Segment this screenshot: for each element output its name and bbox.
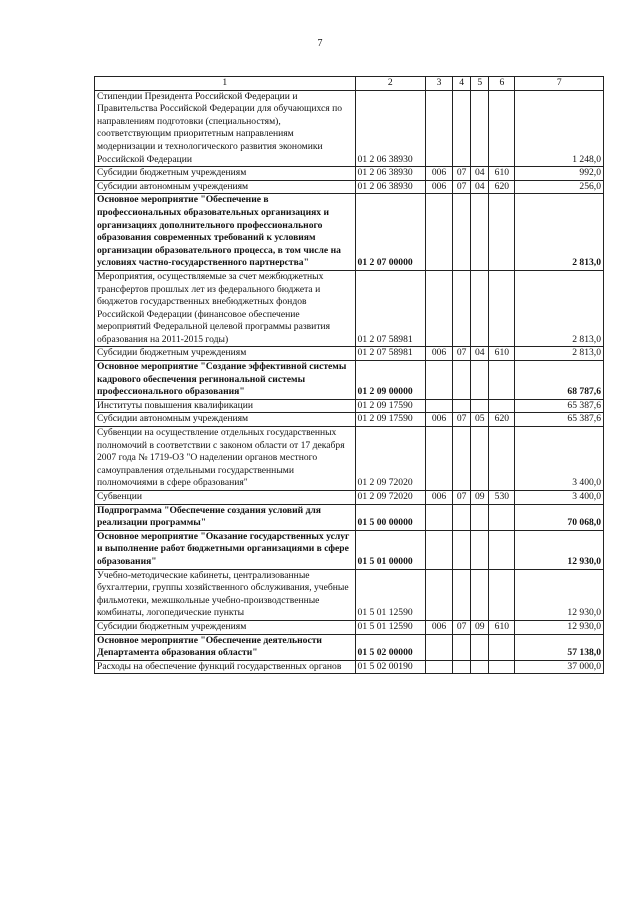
table-row <box>95 413 604 427</box>
row-subsection-cell <box>471 427 489 491</box>
row-code-cell: 01 2 06 38930 <box>355 180 425 194</box>
row-ministry-cell: 006 <box>425 167 452 181</box>
row-name-cell: Субсидии автономным учреждениям <box>95 180 356 194</box>
table-row <box>95 504 604 530</box>
row-section-cell <box>453 569 471 620</box>
row-ministry-cell <box>425 194 452 271</box>
table-row <box>95 427 604 491</box>
row-amount-cell: 3 400,0 <box>515 491 604 505</box>
table-row <box>95 167 604 181</box>
row-section-cell <box>453 634 471 660</box>
table-row <box>95 347 604 361</box>
row-section-cell <box>453 270 471 347</box>
row-ministry-cell <box>425 90 452 167</box>
row-subsection-cell <box>471 361 489 400</box>
table-row <box>95 361 604 400</box>
column-header: 5 <box>471 77 489 91</box>
row-section-cell <box>453 90 471 167</box>
row-name-cell: Субвенции <box>95 491 356 505</box>
row-subsection-cell <box>471 90 489 167</box>
row-name-cell: Расходы на обеспечение функций государственных органов <box>95 660 356 674</box>
row-code-cell: 01 2 09 72020 <box>355 427 425 491</box>
row-subsection-cell <box>471 530 489 569</box>
row-subsection-cell <box>471 270 489 347</box>
row-expense-type-cell <box>489 194 515 271</box>
table-row <box>95 90 604 167</box>
table-row <box>95 270 604 347</box>
row-code-cell: 01 2 07 58981 <box>355 270 425 347</box>
row-ministry-cell <box>425 569 452 620</box>
row-section-cell: 07 <box>453 180 471 194</box>
row-code-cell: 01 5 01 00000 <box>355 530 425 569</box>
row-ministry-cell <box>425 530 452 569</box>
row-name-cell: Основное мероприятие "Оказание государственных услуг и выполнение работ бюджетными организациями в сфере образования" <box>95 530 356 569</box>
row-name-cell: Субвенции на осуществление отдельных государственных полномочий в соответствии с законом области от 17 декабря 2007 года № 1719-ОЗ "О наделении органов местного самоуправления отдельными государственными полномочиями в сфере образования" <box>95 427 356 491</box>
row-name-cell: Институты повышения квалификации <box>95 399 356 413</box>
header-row <box>95 77 604 91</box>
row-code-cell: 01 2 06 38930 <box>355 90 425 167</box>
row-expense-type-cell: 530 <box>489 491 515 505</box>
row-section-cell: 07 <box>453 167 471 181</box>
table-row <box>95 530 604 569</box>
row-section-cell: 07 <box>453 413 471 427</box>
row-name-cell: Субсидии бюджетным учреждениям <box>95 167 356 181</box>
row-name-cell: Основное мероприятие "Обеспечение в профессиональных образовательных организациях и организациях дополнительного профессионального образования современных требований к условиям организации образовательного процесса, в том числе на условиях частно-государственного партнерства" <box>95 194 356 271</box>
row-code-cell: 01 2 09 17590 <box>355 413 425 427</box>
row-amount-cell: 65 387,6 <box>515 399 604 413</box>
row-name-cell: Стипендии Президента Российской Федерации и Правительства Российской Федерации для обучающихся по направлениям подготовки (специальностям), соответствующим приоритетным направлениям модернизации и технологического развития экономики Российской Федерации <box>95 90 356 167</box>
row-section-cell <box>453 530 471 569</box>
row-subsection-cell <box>471 504 489 530</box>
row-subsection-cell <box>471 660 489 674</box>
row-name-cell: Субсидии бюджетным учреждениям <box>95 347 356 361</box>
row-ministry-cell: 006 <box>425 491 452 505</box>
row-name-cell: Основное мероприятие "Создание эффективной системы кадрового обеспечения регинональной системы профессионального образования" <box>95 361 356 400</box>
table-row <box>95 491 604 505</box>
row-amount-cell: 12 930,0 <box>515 620 604 634</box>
row-code-cell: 01 2 09 72020 <box>355 491 425 505</box>
row-amount-cell: 2 813,0 <box>515 194 604 271</box>
column-header: 3 <box>425 77 452 91</box>
row-section-cell <box>453 660 471 674</box>
row-expense-type-cell: 610 <box>489 620 515 634</box>
row-subsection-cell: 05 <box>471 413 489 427</box>
row-subsection-cell: 09 <box>471 620 489 634</box>
row-expense-type-cell <box>489 569 515 620</box>
budget-table <box>94 76 604 674</box>
row-section-cell <box>453 361 471 400</box>
table-row <box>95 180 604 194</box>
row-code-cell: 01 5 02 00000 <box>355 634 425 660</box>
row-section-cell <box>453 427 471 491</box>
row-ministry-cell: 006 <box>425 413 452 427</box>
row-section-cell: 07 <box>453 347 471 361</box>
row-ministry-cell <box>425 504 452 530</box>
row-name-cell: Мероприятия, осуществляемые за счет межбюджетных трансфертов прошлых лет из федерального бюджета и бюджетов государственных внебюджетных фондов Российской Федерации (финансовое обеспечение мероприятий Федеральной целевой программы развития образования на 2011-2015 годы) <box>95 270 356 347</box>
row-code-cell: 01 5 01 12590 <box>355 569 425 620</box>
row-amount-cell: 68 787,6 <box>515 361 604 400</box>
row-expense-type-cell <box>489 634 515 660</box>
column-header: 1 <box>95 77 356 91</box>
row-expense-type-cell: 620 <box>489 413 515 427</box>
row-amount-cell: 57 138,0 <box>515 634 604 660</box>
row-section-cell <box>453 194 471 271</box>
row-ministry-cell <box>425 660 452 674</box>
row-section-cell <box>453 399 471 413</box>
row-section-cell <box>453 504 471 530</box>
row-subsection-cell: 04 <box>471 347 489 361</box>
row-name-cell: Субсидии бюджетным учреждениям <box>95 620 356 634</box>
column-header: 7 <box>515 77 604 91</box>
row-code-cell: 01 2 09 00000 <box>355 361 425 400</box>
row-name-cell: Подпрограмма "Обеспечение создания условий для реализации программы" <box>95 504 356 530</box>
row-amount-cell: 70 068,0 <box>515 504 604 530</box>
row-subsection-cell <box>471 194 489 271</box>
row-subsection-cell <box>471 634 489 660</box>
row-expense-type-cell <box>489 399 515 413</box>
row-subsection-cell: 04 <box>471 167 489 181</box>
row-amount-cell: 992,0 <box>515 167 604 181</box>
table-row <box>95 194 604 271</box>
row-ministry-cell: 006 <box>425 347 452 361</box>
column-header: 6 <box>489 77 515 91</box>
row-code-cell: 01 2 09 17590 <box>355 399 425 413</box>
row-subsection-cell <box>471 399 489 413</box>
row-amount-cell: 2 813,0 <box>515 347 604 361</box>
row-ministry-cell: 006 <box>425 620 452 634</box>
row-ministry-cell <box>425 361 452 400</box>
row-expense-type-cell <box>489 660 515 674</box>
row-ministry-cell <box>425 634 452 660</box>
row-expense-type-cell <box>489 361 515 400</box>
row-expense-type-cell: 620 <box>489 180 515 194</box>
column-header: 2 <box>355 77 425 91</box>
row-name-cell: Учебно-методические кабинеты, централизованные бухгалтерии, группы хозяйственного обслуживания, учебные фильмотеки, межшкольные учебно-производственные комбинаты, логопедические пункты <box>95 569 356 620</box>
row-ministry-cell: 006 <box>425 180 452 194</box>
table-row <box>95 634 604 660</box>
row-amount-cell: 12 930,0 <box>515 530 604 569</box>
row-section-cell: 07 <box>453 620 471 634</box>
row-name-cell: Основное мероприятие "Обеспечение деятельности Департамента образования области" <box>95 634 356 660</box>
table-row <box>95 660 604 674</box>
column-header: 4 <box>453 77 471 91</box>
row-code-cell: 01 2 07 00000 <box>355 194 425 271</box>
table-row <box>95 399 604 413</box>
row-subsection-cell <box>471 569 489 620</box>
row-section-cell: 07 <box>453 491 471 505</box>
row-expense-type-cell <box>489 427 515 491</box>
row-amount-cell: 2 813,0 <box>515 270 604 347</box>
table-row <box>95 620 604 634</box>
row-code-cell: 01 2 07 58981 <box>355 347 425 361</box>
row-ministry-cell <box>425 270 452 347</box>
row-subsection-cell: 09 <box>471 491 489 505</box>
row-expense-type-cell: 610 <box>489 347 515 361</box>
row-expense-type-cell <box>489 270 515 347</box>
row-expense-type-cell: 610 <box>489 167 515 181</box>
row-code-cell: 01 5 01 12590 <box>355 620 425 634</box>
row-ministry-cell <box>425 427 452 491</box>
row-expense-type-cell <box>489 504 515 530</box>
row-subsection-cell: 04 <box>471 180 489 194</box>
row-amount-cell: 256,0 <box>515 180 604 194</box>
table-row <box>95 569 604 620</box>
row-name-cell: Субсидии автономным учреждениям <box>95 413 356 427</box>
row-amount-cell: 65 387,6 <box>515 413 604 427</box>
row-amount-cell: 37 000,0 <box>515 660 604 674</box>
row-code-cell: 01 5 00 00000 <box>355 504 425 530</box>
row-amount-cell: 3 400,0 <box>515 427 604 491</box>
row-ministry-cell <box>425 399 452 413</box>
row-code-cell: 01 2 06 38930 <box>355 167 425 181</box>
row-expense-type-cell <box>489 90 515 167</box>
page-number: 7 <box>317 38 323 49</box>
row-amount-cell: 12 930,0 <box>515 569 604 620</box>
row-amount-cell: 1 248,0 <box>515 90 604 167</box>
table-body <box>95 90 604 674</box>
row-expense-type-cell <box>489 530 515 569</box>
row-code-cell: 01 5 02 00190 <box>355 660 425 674</box>
